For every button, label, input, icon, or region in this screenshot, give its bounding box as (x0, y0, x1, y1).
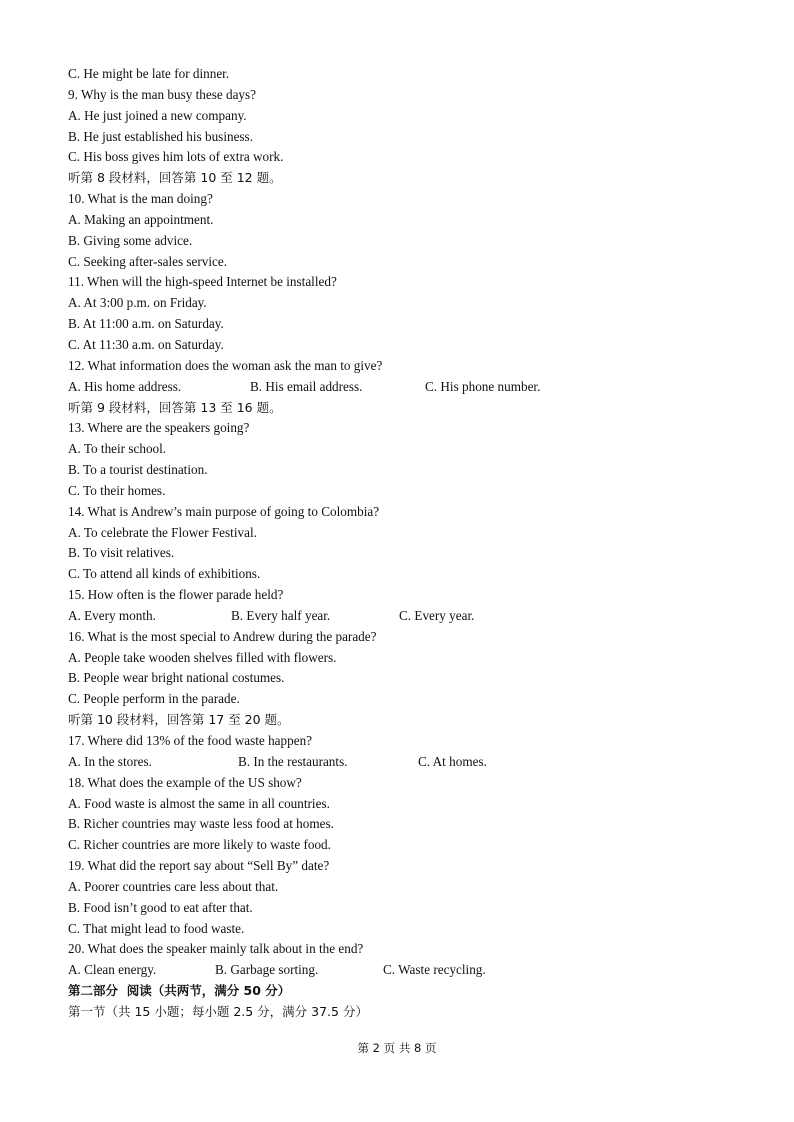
option-line: B. People wear bright national costumes. (68, 670, 285, 686)
option-a: A. His home address. (68, 378, 182, 394)
option-line: B. Richer countries may waste less food at homes. (68, 816, 334, 832)
option-line: A. Food waste is almost the same in all countries. (68, 795, 330, 811)
question-19: 19. What did the report say about “Sell By” date? (68, 858, 330, 874)
option-b: B. In the restaurants. (238, 753, 348, 769)
option-line: B. To a tourist destination. (68, 462, 208, 478)
option-line: B. At 11:00 a.m. on Saturday. (68, 316, 224, 332)
question-10: 10. What is the man doing? (68, 191, 213, 207)
option-line: C. Richer countries are more likely to waste food. (68, 837, 331, 853)
option-line: C. At 11:30 a.m. on Saturday. (68, 336, 224, 352)
option-line: C. To attend all kinds of exhibitions. (68, 566, 261, 582)
question-14: 14. What is Andrew’s main purpose of going to Colombia? (68, 503, 380, 519)
part-two-section-one: 第一节（共 15 小题；每小题 2.5 分，满分 37.5 分） (68, 1003, 368, 1019)
option-line: A. To celebrate the Flower Festival. (68, 524, 257, 540)
options-row-12 (68, 377, 768, 398)
exam-page (68, 64, 768, 1023)
option-b: B. Garbage sorting. (215, 962, 319, 978)
question-15: 15. How often is the flower parade held? (68, 587, 284, 603)
option-a: A. Clean energy. (68, 962, 157, 978)
question-16: 16. What is the most special to Andrew during the parade? (68, 628, 377, 644)
option-c: C. At homes. (418, 753, 487, 769)
option-c: C. Every year. (399, 607, 475, 623)
option-line: A. People take wooden shelves filled with flowers. (68, 649, 337, 665)
option-line: A. He just joined a new company. (68, 107, 247, 123)
section-instruction-9: 听第 9 段材料，回答第 13 至 16 题。 (68, 399, 282, 415)
option-c: C. His phone number. (425, 378, 541, 394)
options-row-20 (68, 960, 768, 981)
question-18: 18. What does the example of the US show? (68, 774, 302, 790)
question-9: 9. Why is the man busy these days? (68, 86, 257, 102)
option-b: B. Every half year. (231, 607, 331, 623)
options-row-17 (68, 752, 768, 773)
option-line: A. At 3:00 p.m. on Friday. (68, 295, 207, 311)
option-b: B. His email address. (250, 378, 363, 394)
option-line: A. Making an appointment. (68, 211, 214, 227)
option-line: B. Food isn’t good to eat after that. (68, 899, 253, 915)
part-two-heading: 第二部分 阅读（共两节，满分 50 分） (68, 983, 291, 999)
option-line: C. His boss gives him lots of extra work. (68, 149, 284, 165)
option-line: B. He just established his business. (68, 128, 253, 144)
option-line: B. To visit relatives. (68, 545, 175, 561)
option-line: A. To their school. (68, 441, 167, 457)
option-line: C. He might be late for dinner. (68, 66, 230, 81)
question-11: 11. When will the high-speed Internet be installed? (68, 274, 337, 290)
question-13: 13. Where are the speakers going? (68, 420, 250, 436)
section-instruction-10: 听第 10 段材料，回答第 17 至 20 题。 (68, 712, 290, 728)
question-12: 12. What information does the woman ask the man to give? (68, 357, 383, 373)
option-line: C. That might lead to food waste. (68, 920, 245, 936)
question-17: 17. Where did 13% of the food waste happen? (68, 733, 313, 748)
option-line: C. To their homes. (68, 482, 166, 498)
option-line: C. People perform in the parade. (68, 691, 240, 707)
options-row-15 (68, 606, 768, 627)
option-line: B. Giving some advice. (68, 232, 193, 248)
option-a: A. In the stores. (68, 753, 152, 769)
section-instruction-8: 听第 8 段材料，回答第 10 至 12 题。 (68, 170, 282, 186)
option-a: A. Every month. (68, 607, 156, 623)
option-line: C. Seeking after-sales service. (68, 253, 228, 269)
option-line: A. Poorer countries care less about that. (68, 878, 279, 894)
question-20: 20. What does the speaker mainly talk about in the end? (68, 941, 364, 957)
option-c: C. Waste recycling. (383, 962, 486, 978)
page-footer: 第 2 页 共 8 页 (357, 1041, 437, 1055)
